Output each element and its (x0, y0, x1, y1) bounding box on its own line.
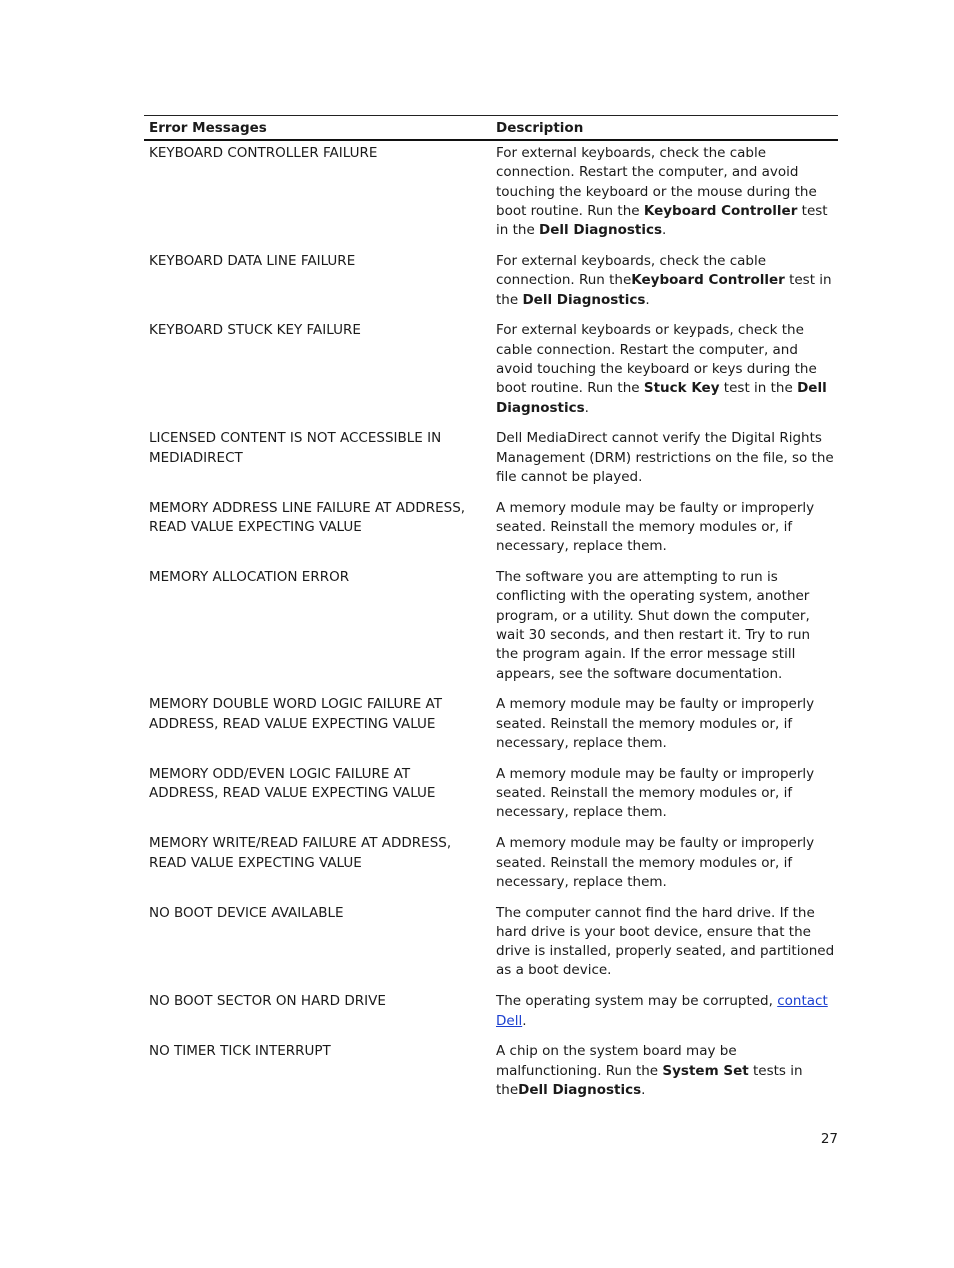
table-row (144, 831, 838, 900)
bold-term: Dell Diagnostics (539, 222, 663, 239)
bold-term: Dell Diagnostics (522, 291, 646, 308)
description-text: . (662, 222, 667, 239)
description-cell (491, 429, 838, 487)
table-row (144, 901, 838, 990)
table-row (144, 989, 838, 1039)
description-cell (491, 695, 838, 753)
table-row (144, 565, 838, 692)
bold-term: Keyboard Controller (643, 202, 798, 219)
description-cell (491, 499, 838, 557)
error-message-cell: MEMORY ALLOCATION ERROR (149, 569, 350, 586)
description-text: Dell MediaDirect cannot verify the Digital Rights Management (DRM) restrictions on the file, so the file cannot be played. (496, 430, 834, 485)
description-text: A memory module may be faulty or improperly seated. Reinstall the memory modules or, if necessary, replace them. (496, 765, 815, 821)
description-cell (491, 834, 838, 892)
description-text: A memory module may be faulty or improperly seated. Reinstall the memory modules or, if necessary, replace them. (496, 696, 815, 752)
bold-term: Dell Diagnostics (496, 380, 827, 416)
error-message-cell: LICENSED CONTENT IS NOT ACCESSIBLE IN MEDIADIRECT (149, 430, 442, 466)
error-message-cell: MEMORY ADDRESS LINE FAILURE AT ADDRESS, READ VALUE EXPECTING VALUE (149, 499, 466, 536)
description-text: . (584, 399, 589, 416)
table-header (144, 116, 838, 141)
table-body (144, 141, 838, 1109)
description-text: The computer cannot find the hard drive. If the hard drive is your boot device, ensure that the drive is installed, properly seated, and partitioned as a boot device. (496, 904, 835, 979)
description-cell (491, 321, 838, 417)
description-text: For external keyboards, check the cable connection. Run the (496, 252, 767, 289)
description-text: . (522, 1012, 527, 1029)
description-text: tests in the (496, 1062, 803, 1098)
error-message-cell: KEYBOARD STUCK KEY FAILURE (149, 322, 361, 339)
error-message-cell: MEMORY WRITE/READ FAILURE AT ADDRESS, READ VALUE EXPECTING VALUE (149, 835, 452, 871)
contact-dell-link[interactable]: contact Dell (496, 993, 828, 1029)
description-cell (491, 992, 838, 1031)
header-description: Description (496, 119, 584, 136)
description-text: test in the (719, 380, 798, 397)
error-message-cell: MEMORY ODD/EVEN LOGIC FAILURE AT ADDRESS, READ VALUE EXPECTING VALUE (149, 765, 436, 802)
table-row (144, 318, 838, 426)
table-row (144, 692, 838, 761)
bold-term: Stuck Key (643, 380, 720, 397)
error-message-cell: NO BOOT DEVICE AVAILABLE (149, 904, 344, 921)
description-text: test in the (496, 202, 828, 239)
description-cell (491, 252, 838, 310)
description-text: For external keyboards, check the cable connection. Restart the computer, and avoid touching the keyboard or the mouse during the boot routine. Run the (496, 145, 817, 219)
bold-term: System Set (662, 1062, 749, 1079)
table-row (144, 496, 838, 565)
table-row (144, 141, 838, 249)
description-text: . (641, 1081, 646, 1098)
error-message-cell: MEMORY DOUBLE WORD LOGIC FAILURE AT ADDRESS, READ VALUE EXPECTING VALUE (149, 696, 442, 732)
error-message-cell: NO TIMER TICK INTERRUPT (149, 1043, 331, 1060)
bold-term: Keyboard Controller (631, 272, 785, 289)
description-cell (491, 904, 838, 981)
table-row (144, 1039, 838, 1108)
description-text: A memory module may be faulty or improperly seated. Reinstall the memory modules or, if necessary, replace them. (496, 499, 815, 555)
description-cell (491, 144, 838, 240)
description-cell (491, 765, 838, 823)
error-message-cell: KEYBOARD DATA LINE FAILURE (149, 252, 356, 269)
description-text: test in the (496, 272, 832, 308)
header-error-messages: Error Messages (149, 119, 267, 136)
description-text: A chip on the system board may be malfunctioning. Run the (496, 1043, 737, 1079)
description-text: The software you are attempting to run is conflicting with the operating system, another program, or a utility. Shut down the computer, wait 30 seconds, and then restart it. Try to run the program again. If the error message still appears, see the software documentation. (496, 569, 811, 682)
page-number: 27 (820, 1131, 838, 1147)
error-messages-table (144, 115, 838, 1109)
description-text: A memory module may be faulty or improperly seated. Reinstall the memory modules or, if necessary, replace them. (496, 835, 815, 890)
table-row (144, 249, 838, 318)
description-text: The operating system may be corrupted, (496, 993, 778, 1010)
description-cell (491, 568, 838, 684)
description-text: . (645, 291, 650, 308)
table-row (144, 762, 838, 831)
bold-term: Dell Diagnostics (518, 1081, 642, 1098)
description-cell (491, 1042, 838, 1100)
description-text: For external keyboards or keypads, check the cable connection. Restart the computer, and avoid touching the keyboard or keys during the boot routine. Run the (496, 322, 817, 397)
error-message-cell: NO BOOT SECTOR ON HARD DRIVE (149, 993, 386, 1010)
error-message-cell: KEYBOARD CONTROLLER FAILURE (149, 145, 378, 161)
table-row (144, 426, 838, 495)
